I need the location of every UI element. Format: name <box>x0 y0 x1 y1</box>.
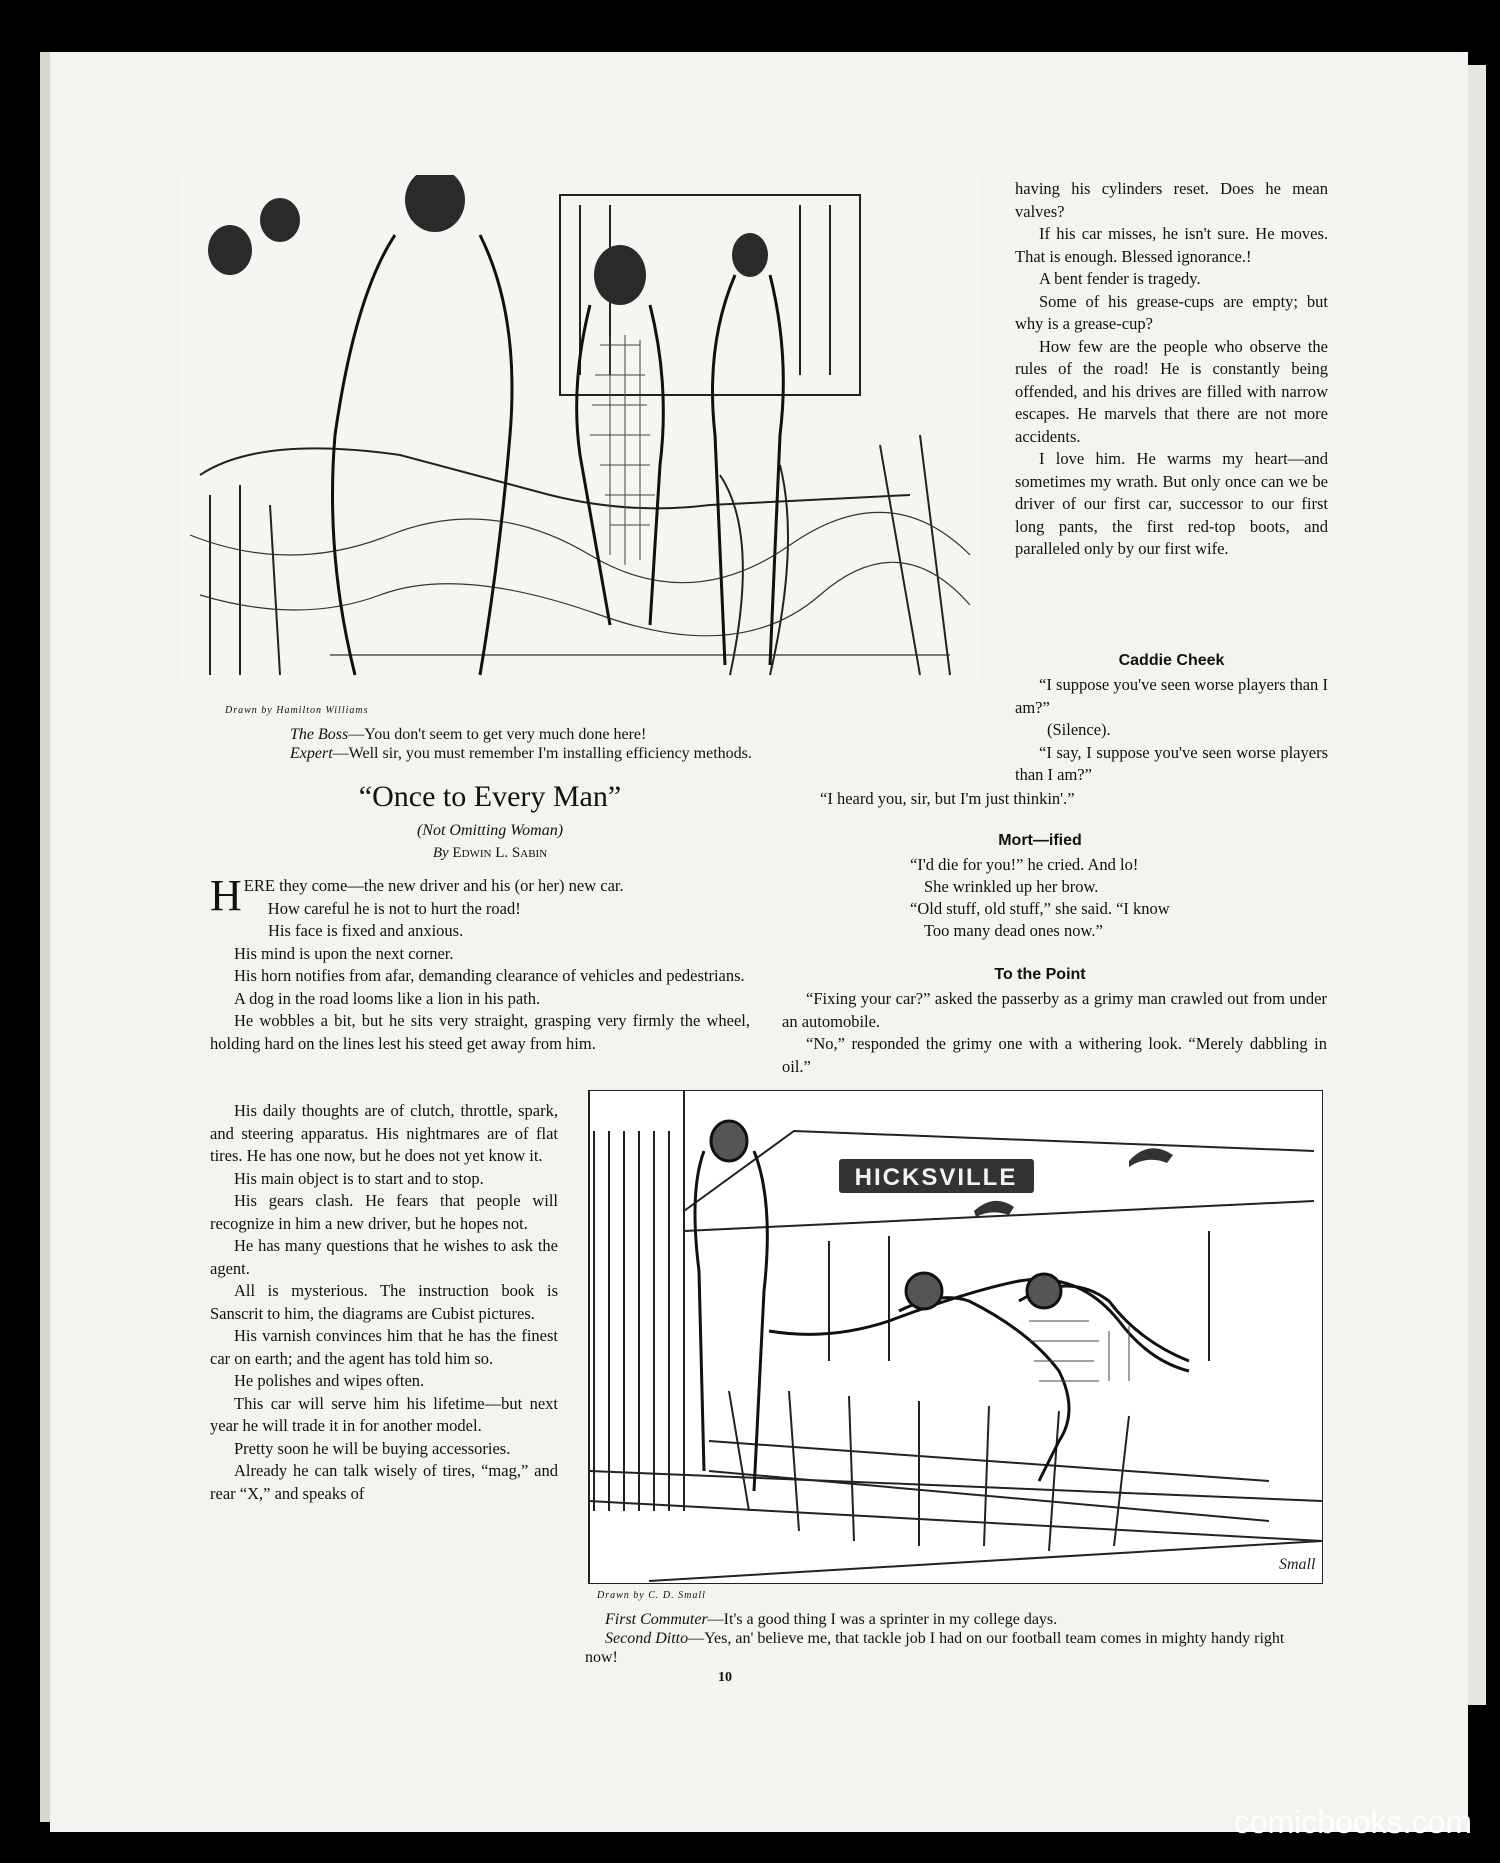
drop-cap: H <box>210 871 242 920</box>
author-name: Edwin L. Sabin <box>452 845 548 861</box>
paragraph: Pretty soon he will be buying accessories. <box>234 1438 511 1458</box>
paragraph: All is mysterious. The instruction book is Sanscrit to him, the diagrams are Cubist pictures. <box>210 1281 558 1323</box>
office-illustration <box>180 175 980 685</box>
watermark: comicbooks.com <box>1233 1804 1472 1840</box>
speaker-first-commuter: First Commuter <box>605 1611 708 1628</box>
second-ditto-line: —Yes, an' believe me, that tackle job I had on our football team comes in mighty handy right now! <box>585 1630 1285 1666</box>
article-subtitle: (Not Omitting Woman) <box>416 822 564 839</box>
paragraph: “No,” responded the grimy one with a withering look. “Merely dabbling in oil.” <box>782 1034 1327 1076</box>
verse-line: “Old stuff, old stuff,” she said. “I know <box>910 899 1170 918</box>
caddie-cheek-text <box>1015 674 1328 787</box>
first-commuter-line: —It's a good thing I was a sprinter in my college days. <box>707 1611 1058 1628</box>
paragraph: He wobbles a bit, but he sits very straight, grasping very firmly the wheel, holding hard on the lines lest his steed get away from him. <box>210 1011 750 1053</box>
hicksville-sign: HICKSVILLE <box>854 1164 1018 1191</box>
byline <box>290 845 690 862</box>
to-the-point-heading: To the Point <box>994 966 1086 983</box>
mortified-heading: Mort—ified <box>998 832 1082 849</box>
article-body-wide <box>210 871 750 1055</box>
paragraph: He has many questions that he wishes to ask the agent. <box>210 1236 558 1278</box>
illustration-caption-2 <box>585 1610 1320 1667</box>
paragraph: How few are the people who observe the rules of the road! He is constantly being offended, and his drives are filled with narrow escapes. He marvels that there are not more accidents. <box>1015 336 1328 446</box>
paragraph: If his car misses, he isn't sure. He moves. That is enough. Blessed ignorance.! <box>1015 224 1328 266</box>
illustration-credit-2: Drawn by C. D. Small <box>597 1590 706 1601</box>
paragraph: A bent fender is tragedy. <box>1039 269 1201 288</box>
paragraph: His daily thoughts are of clutch, throttle, spark, and steering apparatus. His nightmares are of flat tires. He has one now, but he does not yet know it. <box>210 1101 558 1165</box>
verse-line: She wrinkled up her brow. <box>924 877 1099 896</box>
article-title: “Once to Every Man” <box>358 780 622 813</box>
paragraph: How careful he is not to hurt the road! <box>267 898 521 918</box>
paragraph: “I say, I suppose you've seen worse players than I am?” <box>1015 742 1328 784</box>
page-number: 10 <box>718 1670 732 1685</box>
paragraph: A dog in the road looms like a lion in his path. <box>234 988 541 1008</box>
speaker-expert: Expert <box>290 745 333 762</box>
expert-line: —Well sir, you must remember I'm installing efficiency methods. <box>332 745 752 762</box>
paragraph: “Fixing your car?” asked the passerby as a grimy man crawled out from under an automobile. <box>782 989 1327 1031</box>
first-paragraph: HERE they come—the new driver and his (or her) new car. <box>210 871 624 920</box>
paragraph: His face is fixed and anxious. <box>268 921 464 940</box>
caddie-cheek-reply: “I heard you, sir, but I'm just thinkin'.” <box>820 789 1075 808</box>
article-continuation <box>1015 178 1328 561</box>
speaker-second-ditto: Second Ditto <box>605 1630 689 1647</box>
verse-line: “I'd die for you!” he cried. And lo! <box>910 855 1139 874</box>
paragraph: This car will serve him his lifetime—but next year he will trade it in for another model. <box>210 1393 558 1435</box>
caddie-cheek-heading: Caddie Cheek <box>1118 652 1225 669</box>
boss-line: —You don't seem to get very much done here! <box>348 726 647 743</box>
paragraph: Already he can talk wisely of tires, “mag,” and rear “X,” and speaks of <box>210 1461 558 1503</box>
illustration-caption-1 <box>290 725 910 763</box>
paragraph: I love him. He warms my heart—and sometimes my wrath. But only once can we be driver of our first car, successor to our first long pants, the first red-top boots, and paralleled only by our first wife. <box>1015 449 1328 558</box>
paragraph: His varnish convinces him that he has the finest car on earth; and the agent has told him so. <box>210 1326 558 1368</box>
paragraph: His gears clash. He fears that people will recognize in him a new driver, but he hopes not. <box>210 1191 558 1233</box>
byline-prefix: By <box>432 845 449 861</box>
verse-line: Too many dead ones now.” <box>924 921 1103 940</box>
illustration-credit-1: Drawn by Hamilton Williams <box>225 705 369 716</box>
paragraph: His mind is upon the next corner. <box>234 943 454 963</box>
article-body-narrow <box>210 1100 558 1505</box>
paragraph: His main object is to start and to stop. <box>234 1168 484 1188</box>
paragraph: He polishes and wipes often. <box>234 1371 425 1390</box>
paragraph: Some of his grease-cups are empty; but why is a grease-cup? <box>1015 291 1328 333</box>
paragraph: (Silence). <box>1047 720 1111 739</box>
to-the-point-text <box>782 988 1327 1078</box>
mortified-verse <box>910 854 1260 942</box>
paragraph: having his cylinders reset. Does he mean valves? <box>1015 179 1328 221</box>
station-illustration <box>588 1090 1323 1584</box>
paragraph: “I suppose you've seen worse players than I am?” <box>1015 675 1328 717</box>
speaker-boss: The Boss <box>290 726 349 743</box>
facing-page-edge <box>1468 65 1486 1705</box>
paragraph: His horn notifies from afar, demanding clearance of vehicles and pedestrians. <box>234 966 745 985</box>
artist-signature: Small <box>1279 1556 1316 1573</box>
